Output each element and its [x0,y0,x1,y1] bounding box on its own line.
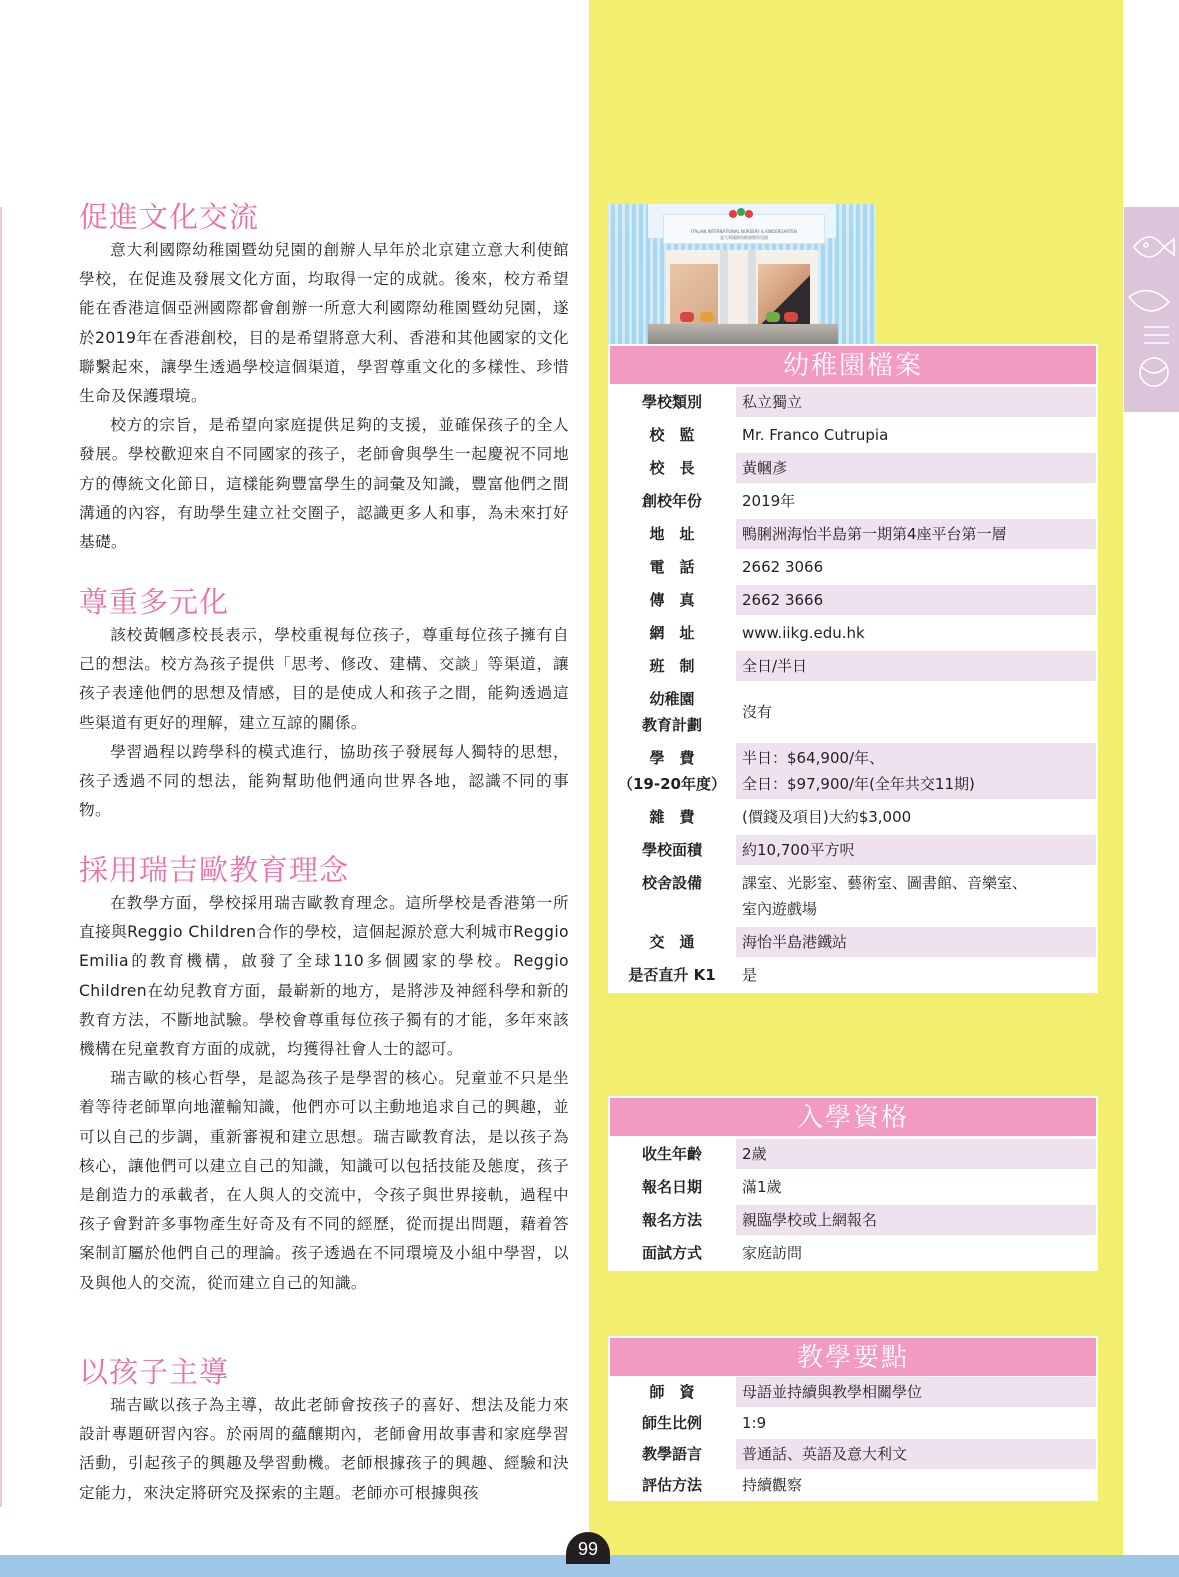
row-value: 全日/半日 [736,651,1096,681]
table-row [610,960,1096,990]
row-key: 收生年齡 [610,1139,734,1169]
section-reggio-emilia [79,851,569,1298]
table-row [610,1408,1096,1438]
paragraph: 在教學方面，學校採用瑞吉歐教育理念。這所學校是香港第一所直接與Reggio Children合作的學校，這個起源於意大利城市Reggio Emilia的教育機構，啟發了全球110多個國家的學校。Reggio Children在幼兒教育方面，最嶄新的地方，是將涉及神經科學和新的教育方法，不斷地試驗。學校會尊重每位孩子獨有的才能，多年來該機構在兒童教育方面的成就，均獲得社會人士的認可。 [79,894,569,1059]
paragraph: 校方的宗旨，是希望向家庭提供足夠的支援，並確保孩子的全人發展。學校歡迎來自不同國家的孩子，老師會與學生一起慶祝不同地方的傳統文化節日，這樣能夠豐富學生的詞彙及知識，豐富他們之間溝通的內容，有助學生建立社交圈子，認識更多人和事，為未來打好基礎。 [79,416,569,552]
row-key: 評估方法 [610,1470,734,1500]
row-value: 1:9 [736,1408,1096,1438]
teaching-panel [608,1336,1098,1501]
table-row [610,519,1096,549]
section-heading: 尊重多元化 [79,585,230,619]
row-key: 面試方式 [610,1238,734,1268]
row-value: 親臨學校或上網報名 [736,1205,1096,1235]
row-key: 學校面積 [610,835,734,865]
table-row [610,743,1096,799]
row-value: 是 [736,960,1096,990]
paragraph: 該校黃幗彥校長表示，學校重視每位孩子，尊重每位孩子擁有自己的想法。校方為孩子提供「思考、修改、建構、交談」等渠道，讓孩子表達他們的思想及情感，目的是使成人和孩子之間，能夠透過這些渠道有更好的理解，建立互諒的關係。 [79,626,569,732]
row-value: 2歲 [736,1139,1096,1169]
row-value-line: 室內遊戲場 [742,900,818,918]
row-key: 是否直升 K1 [610,960,734,990]
row-value [736,743,1096,799]
left-edge-line [0,207,2,1507]
row-key-line: （19-20年度） [618,775,726,793]
table-row [610,618,1096,648]
row-value: 鴨脷洲海怡半島第一期第4座平台第一層 [736,519,1096,549]
row-key-line: 教育計劃 [641,716,702,734]
row-key: 雜 費 [610,802,734,832]
row-value: 2662 3666 [736,585,1096,615]
row-key: 師 資 [610,1377,734,1407]
side-tab-decoration [1124,207,1179,412]
row-value: 普通話、英語及意大利文 [736,1439,1096,1469]
row-key: 學校類別 [610,387,734,417]
panel-title: 幼稚園檔案 [610,346,1096,384]
row-key: 傳 真 [610,585,734,615]
row-value: www.iikg.edu.hk [736,618,1096,648]
row-value: 滿1歲 [736,1172,1096,1202]
panel-title: 入學資格 [610,1098,1096,1136]
table-row [610,868,1096,924]
row-key-line: 學 費 [649,749,695,767]
row-key: 校 長 [610,453,734,483]
table-row [610,585,1096,615]
table-row [610,1470,1096,1500]
section-heading: 以孩子主導 [79,1355,230,1389]
school-logo-icon [728,207,754,221]
panel-title: 教學要點 [610,1338,1096,1376]
row-key: 創校年份 [610,486,734,516]
row-value: (價錢及項目)大約$3,000 [736,802,1096,832]
row-value: 2662 3066 [736,552,1096,582]
profile-table [608,384,1098,993]
table-row [610,651,1096,681]
table-row [610,927,1096,957]
row-key: 電 話 [610,552,734,582]
table-row [610,420,1096,450]
doodle-icon [1124,207,1179,412]
kindergarten-profile-panel [608,344,1098,993]
paragraph: 意大利國際幼稚園暨幼兒園的創辦人早年於北京建立意大利使館學校，在促進及發展文化方面，均取得一定的成就。後來，校方希望能在香港這個亞洲國際都會創辦一所意大利國際幼稚園暨幼兒園，遂於2019年在香港創校，目的是希望將意大利、香港和其他國家的文化聯繫起來，讓學生透過學校這個渠道，學習尊重文化的多樣性、珍惜生命及保護環境。 [79,241,569,406]
row-value-line: 全日：$97,900/年(全年共交11期) [742,775,975,793]
row-key: 班 制 [610,651,734,681]
row-key: 師生比例 [610,1408,734,1438]
row-key: 報名方法 [610,1205,734,1235]
row-value: Mr. Franco Cutrupia [736,420,1096,450]
row-key: 報名日期 [610,1172,734,1202]
page-number: 99 [566,1532,610,1564]
paragraph: 瑞吉歐的核心哲學，是認為孩子是學習的核心。兒童並不只是坐着等待老師單向地灌輸知識，他們亦可以主動地追求自己的興趣，並可以自己的步調，重新審視和建立思想。瑞吉歐教育法，是以孩子為核心，讓他們可以建立自己的知識，知識可以包括技能及態度，孩子是創造力的承載者，在人與人的交流中，令孩子與世界接軌，過程中孩子會對許多事物產生好奇及有不同的經歷，從而提出問題，藉着答案制訂屬於他們自己的理論。孩子透過在不同環境及小組中學習，以及與他人的交流，從而建立自己的知識。 [79,1069,569,1292]
table-row [610,684,1096,740]
row-value: 家庭訪問 [736,1238,1096,1268]
section-heading: 採用瑞吉歐教育理念 [79,853,350,887]
row-key: 教學語言 [610,1439,734,1469]
row-value: 持續觀察 [736,1470,1096,1500]
admission-table [608,1136,1098,1271]
row-value: 2019年 [736,486,1096,516]
row-key [610,684,734,740]
row-value: 母語並持續與教學相關學位 [736,1377,1096,1407]
table-row [610,387,1096,417]
row-value-line: 半日：$64,900/年、 [742,749,885,767]
row-key [610,743,734,799]
row-key: 校 監 [610,420,734,450]
school-entrance-photo [608,204,876,344]
row-value: 沒有 [736,684,1096,740]
paragraph: 瑞吉歐以孩子為主導，故此老師會按孩子的喜好、想法及能力來設計專題研習內容。於兩周的蘊釀期內，老師會用故事書和家庭學習活動，引起孩子的興趣及學習動機。老師根據孩子的興趣、經驗和決定能力，來決定將研究及探索的主題。老師亦可根據與孩 [79,1396,569,1502]
table-row [610,1139,1096,1169]
row-value: 私立獨立 [736,387,1096,417]
paragraph: 學習過程以跨學科的模式進行，協助孩子發展每人獨特的思想，孩子透過不同的想法，能夠幫助他們通向世界各地，認識不同的事物。 [79,742,569,820]
row-value: 黃幗彥 [736,453,1096,483]
row-key-line: 幼稚園 [649,690,695,708]
table-row [610,1172,1096,1202]
section-culture-exchange [79,198,569,557]
table-row [610,1439,1096,1469]
sign-text: ITALIAN INTERNATIONAL NURSERY & KINDERGARTEN [691,229,797,234]
table-row [610,835,1096,865]
section-respect-diversity [79,583,569,825]
table-row [610,802,1096,832]
row-value-line: 課室、光影室、藝術室、圖書館、音樂室、 [742,874,1028,892]
row-value: 海怡半島港鐵站 [736,927,1096,957]
section-heading: 促進文化交流 [79,200,260,234]
row-value: 約10,700平方呎 [736,835,1096,865]
admission-panel [608,1096,1098,1271]
row-key: 網 址 [610,618,734,648]
table-row [610,1377,1096,1407]
table-row [610,552,1096,582]
row-value [736,868,1096,924]
table-row [610,1238,1096,1268]
row-key: 交 通 [610,927,734,957]
row-key: 地 址 [610,519,734,549]
table-row [610,486,1096,516]
section-child-led [79,1353,569,1508]
teaching-table [608,1376,1098,1501]
table-row [610,1205,1096,1235]
table-row [610,453,1096,483]
row-key: 校舍設備 [610,868,734,924]
sign-text-zh: 意大利國際幼稚園暨幼兒園 [720,235,768,240]
